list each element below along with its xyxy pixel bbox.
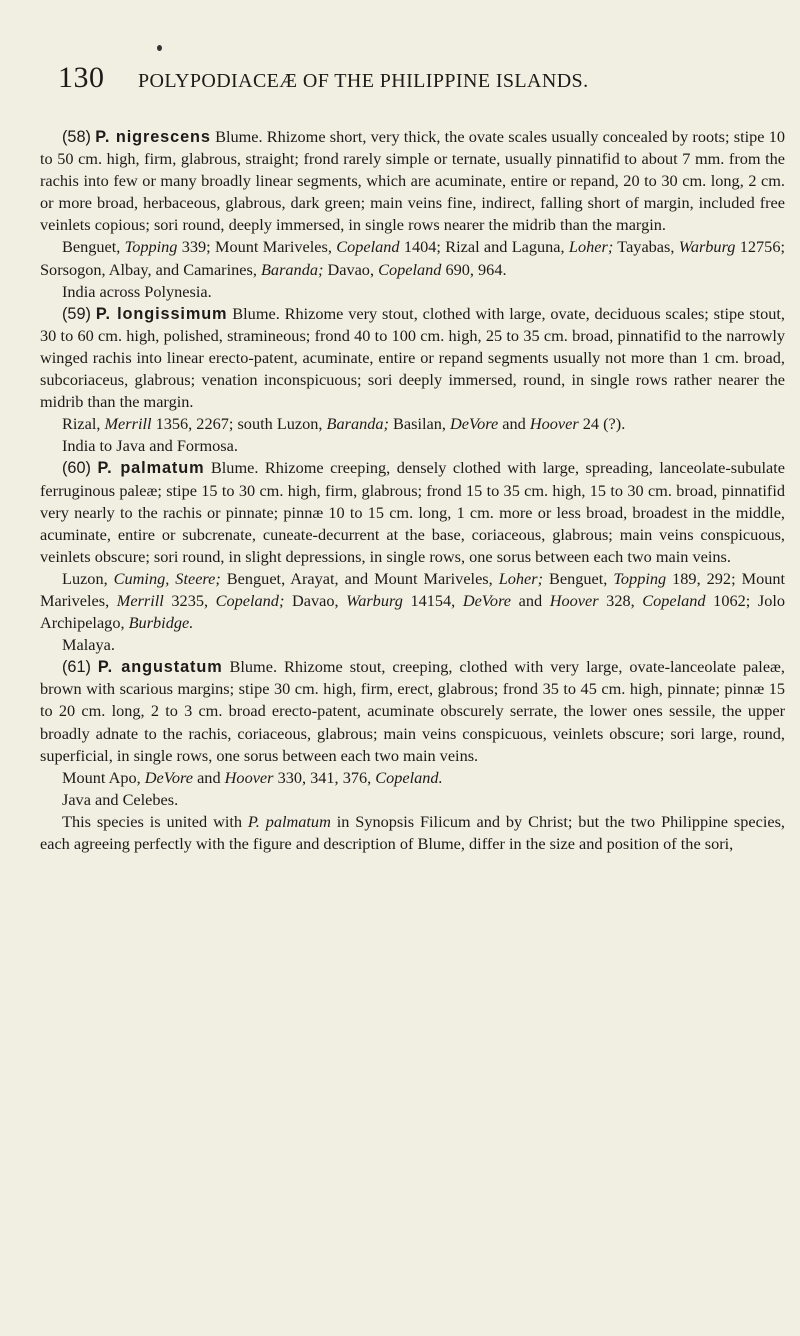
locality-text: 3235, (163, 590, 216, 610)
species-description (40, 303, 785, 413)
species-note (40, 811, 785, 855)
page-body (40, 126, 785, 855)
collector-name: DeVore (144, 767, 194, 787)
species-reference: P. palmatum (247, 811, 331, 831)
locality-text: 12756; Sorsogon, Albay, and Camarines, (40, 237, 785, 279)
locality-text: and (498, 414, 530, 434)
locality-text: Mount Apo, (62, 767, 145, 787)
species-description-text: Blume. Rhizome very stout, clothed with large, ovate, deciduous scales; stipe stout, 30 to 60 cm. high, polished, stramineous; frond 40 to 100 cm. high, 25 to 35 cm. broad, pinnatifid to the narrowly winged rachis into linear erecto-patent, acuminate, entire or repand segments usually not more than 1 cm. broad, subcoriaceus, glabrous; venation inconspicuous; sori deeply immersed, round, in single rows rather nearer the midrib than the margin. (40, 303, 785, 412)
collector-name: Copeland. (375, 767, 443, 787)
collector-name: Warburg (678, 237, 736, 257)
species-localities (40, 767, 785, 789)
species-name: P. palmatum (97, 459, 205, 478)
collector-name: Burbidge. (128, 613, 194, 633)
species-name: P. longissimum (95, 304, 228, 323)
collector-name: Baranda; (326, 414, 389, 434)
locality-text: 1062; Jolo Archipelago, (40, 590, 785, 633)
species-name: P. angustatum (97, 658, 223, 677)
species-number: (60) (62, 459, 91, 478)
collector-name: Copeland (336, 237, 400, 257)
collector-name: Hoover (549, 590, 599, 610)
collector-name: Merrill (116, 590, 164, 610)
collector-name: Copeland (642, 590, 706, 610)
species-description (40, 656, 785, 766)
collector-name: Topping (613, 568, 667, 588)
locality-text: 24 (?). (578, 414, 626, 434)
collector-name: Loher; (568, 237, 614, 257)
species-description-text: Blume. Rhizome short, very thick, the ovate scales usually concealed by roots; stipe 10 to 50 cm. high, firm, glabrous, straight; frond rarely simple or ternate, usually pinnatifid to about 7 mm. from the rachis into few or many broadly linear segments, which are acuminate, entire or repand, 20 to 30 cm. long, 2 cm. or more broad, herbaceous, glabrous, dark green; main veins fine, indirect, falling short of margin, included free veinlets copious; sori round, deeply immersed, in single rows nearer the midrib than the margin. (40, 127, 785, 235)
locality-text: 189, 292; Mount Mariveles, (40, 568, 786, 610)
locality-text: Benguet, (543, 568, 614, 588)
locality-text: Benguet, Arayat, and Mount Mariveles, (220, 568, 499, 588)
collector-name: Copeland; (215, 590, 285, 610)
collector-name: DeVore (462, 590, 512, 610)
locality-text: 14154, (402, 590, 463, 610)
locality-text: Davao, (323, 259, 379, 279)
collector-name: Merrill (104, 414, 152, 434)
locality-text: Davao, (284, 590, 347, 610)
species-localities (40, 236, 785, 280)
species-description (40, 457, 785, 567)
collector-name: Hoover (529, 414, 579, 434)
collector-name: DeVore (450, 414, 499, 434)
species-localities (40, 568, 785, 634)
page-header (58, 60, 778, 100)
species-localities (40, 413, 785, 435)
locality-text: 690, 964. (441, 259, 507, 279)
note-text: in Synopsis Filicum and by Christ; but the two Philippine species, each agreeing perfectly with the figure and description of Blume, differ in the size and position of the sori, (40, 811, 785, 853)
locality-text: 1356, 2267; south Luzon, (151, 414, 327, 434)
locality-text: Basilan, (388, 414, 450, 434)
locality-text: Tayabas, (613, 237, 679, 257)
species-distribution: Malaya. (62, 635, 115, 655)
page-number: 130 (58, 61, 105, 94)
locality-text: and (193, 767, 225, 787)
collector-name: Baranda; (260, 259, 324, 279)
note-text: This species is united with (62, 811, 248, 831)
locality-text: 339; Mount Mariveles, (177, 237, 337, 257)
locality-text: Luzon, (62, 568, 114, 588)
locality-text: and (511, 590, 550, 610)
species-distribution: Java and Celebes. (62, 789, 179, 809)
collector-name: Cuming, Steere; (113, 568, 221, 588)
species-distribution: India across Polynesia. (62, 281, 212, 301)
print-speck (157, 45, 162, 51)
species-number: (58) (62, 128, 91, 146)
locality-text: 330, 341, 376, (273, 767, 376, 787)
collector-name: Warburg (346, 590, 403, 610)
collector-name: Hoover (224, 767, 274, 787)
species-distribution: India to Java and Formosa. (62, 436, 238, 456)
species-description-text: Blume. Rhizome creeping, densely clothed with large, spreading, lanceolate-subulate ferruginous paleæ; stipe 15 to 30 cm. high, firm, glabrous; frond 15 to 35 cm. high, 15 to 30 cm. broad, pinnatifid very nearly to the rachis or pinnate; pinnæ 10 to 15 cm. long, 1 cm. more or less broad, broadest in the middle, acuminate, entire or subcrenate, cuneate-decurrent at the base, coriaceous, glabrous; main veins conspicuous, veinlets obscure; sori round, in slight depressions, in single rows, one sorus between each two main veins. (40, 458, 785, 566)
species-number: (61) (62, 658, 91, 677)
locality-text: 1404; Rizal and Laguna, (399, 237, 569, 257)
species-name: P. nigrescens (95, 128, 211, 146)
species-description (40, 126, 785, 236)
collector-name: Topping (124, 237, 178, 257)
species-number: (59) (62, 304, 91, 323)
locality-text: Rizal, (62, 414, 105, 434)
locality-text: Benguet, (62, 237, 125, 257)
collector-name: Copeland (378, 259, 442, 279)
running-title: POLYPODIACEÆ OF THE PHILIPPINE ISLANDS. (138, 70, 589, 92)
locality-text: 328, (598, 590, 643, 610)
species-description-text: Blume. Rhizome stout, creeping, clothed with very large, ovate-lanceolate paleæ, brown with scarious margins; stipe 30 cm. high, firm, erect, glabrous; frond 35 to 45 cm. high, pinnate; pinnæ 15 to 20 cm. long, 2 to 3 cm. broad erecto-patent, acuminate obscurely serrate, the lower ones sessile, the upper broadly adnate to the rachis, coriaceous, glabrous; main veins conspicuous, veinlets obscure; sori large, round, superficial, in single rows, one sorus between each two main veins. (40, 657, 785, 765)
collector-name: Loher; (498, 568, 544, 588)
